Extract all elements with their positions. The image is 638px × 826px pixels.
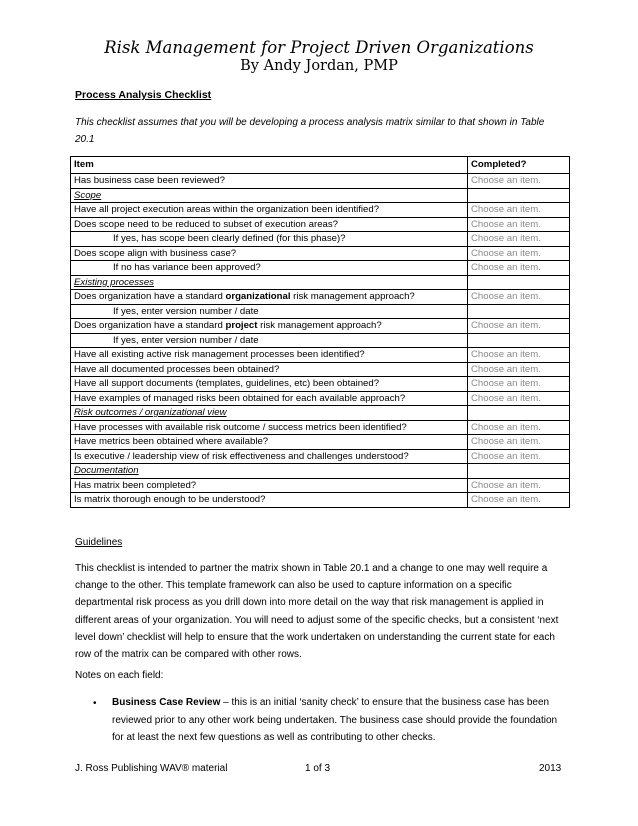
table-row xyxy=(71,174,570,189)
completed-dropdown[interactable]: Choose an item. xyxy=(468,362,570,377)
completed-dropdown[interactable]: Choose an item. xyxy=(468,319,570,334)
item-cell: If no has variance been approved? xyxy=(71,261,468,276)
completed-dropdown[interactable]: Choose an item. xyxy=(468,217,570,232)
item-text: risk management approach? xyxy=(290,291,415,302)
column-header-item: Item xyxy=(71,157,468,174)
item-emphasis: organizational xyxy=(225,291,291,302)
empty-cell xyxy=(468,333,570,348)
completed-dropdown[interactable]: Choose an item. xyxy=(468,478,570,493)
completed-dropdown[interactable]: Choose an item. xyxy=(468,232,570,247)
item-cell: Is matrix thorough enough to be understood? xyxy=(71,493,468,508)
item-cell: Have processes with available risk outcome / success metrics been identified? xyxy=(71,420,468,435)
completed-dropdown[interactable]: Choose an item. xyxy=(468,348,570,363)
table-row xyxy=(71,391,570,406)
completed-dropdown[interactable]: Choose an item. xyxy=(468,493,570,508)
bullet-icon: • xyxy=(93,698,97,709)
completed-dropdown[interactable]: Choose an item. xyxy=(468,391,570,406)
completed-dropdown[interactable]: Choose an item. xyxy=(468,449,570,464)
document-author: By Andy Jordan, PMP xyxy=(240,58,398,74)
item-text: Does organization have a standard xyxy=(74,291,226,302)
section-label-scope: Scope xyxy=(71,188,468,203)
table-row xyxy=(71,420,570,435)
checklist-intro: This checklist assumes that you will be developing a process analysis matrix similar to that shown in Table 20.1 xyxy=(75,117,545,145)
table-row xyxy=(71,217,570,232)
item-cell: Have all project execution areas within the organization been identified? xyxy=(71,203,468,218)
empty-cell xyxy=(468,275,570,290)
table-row xyxy=(71,333,570,348)
table-row xyxy=(71,203,570,218)
completed-dropdown[interactable]: Choose an item. xyxy=(468,174,570,189)
section-label-documentation: Documentation xyxy=(71,464,468,479)
footer-page-number: 1 of 3 xyxy=(305,763,331,774)
checklist-heading: Process Analysis Checklist xyxy=(75,89,212,101)
item-cell: Have metrics been obtained where available? xyxy=(71,435,468,450)
item-emphasis: project xyxy=(225,320,258,331)
completed-dropdown[interactable]: Choose an item. xyxy=(468,203,570,218)
completed-dropdown[interactable]: Choose an item. xyxy=(468,435,570,450)
guidelines-heading: Guidelines xyxy=(75,537,123,548)
item-cell: Have all support documents (templates, guidelines, etc) been obtained? xyxy=(71,377,468,392)
item-cell: Has business case been reviewed? xyxy=(71,174,468,189)
empty-cell xyxy=(468,188,570,203)
bullet-item xyxy=(112,694,564,747)
table-row xyxy=(71,319,570,334)
item-cell: If yes, enter version number / date xyxy=(71,333,468,348)
document-title: Risk Management for Project Driven Organizations xyxy=(104,38,534,57)
item-text: Does organization have a standard xyxy=(74,320,226,331)
checklist-table xyxy=(70,156,570,508)
completed-dropdown[interactable]: Choose an item. xyxy=(468,261,570,276)
section-label-risk-outcomes: Risk outcomes / organizational view xyxy=(71,406,468,421)
section-row xyxy=(71,275,570,290)
item-cell xyxy=(71,290,468,305)
item-text: risk management approach? xyxy=(257,320,382,331)
table-row xyxy=(71,304,570,319)
bullet-title: Business Case Review xyxy=(112,697,221,708)
footer-year: 2013 xyxy=(539,763,562,774)
table-row xyxy=(71,435,570,450)
table-header-row xyxy=(71,157,570,174)
table-row xyxy=(71,377,570,392)
completed-dropdown[interactable]: Choose an item. xyxy=(468,377,570,392)
completed-dropdown[interactable]: Choose an item. xyxy=(468,290,570,305)
item-cell: Is executive / leadership view of risk effectiveness and challenges understood? xyxy=(71,449,468,464)
item-cell xyxy=(71,319,468,334)
item-cell: Have all existing active risk management processes been identified? xyxy=(71,348,468,363)
empty-cell xyxy=(468,406,570,421)
footer-publisher: J. Ross Publishing WAV® material xyxy=(75,763,228,774)
table-row xyxy=(71,261,570,276)
empty-cell xyxy=(468,464,570,479)
section-row xyxy=(71,406,570,421)
notes-label: Notes on each field: xyxy=(75,670,164,681)
column-header-completed: Completed? xyxy=(468,157,570,174)
table-row xyxy=(71,493,570,508)
table-row xyxy=(71,246,570,261)
empty-cell xyxy=(468,304,570,319)
item-cell: Have all documented processes been obtained? xyxy=(71,362,468,377)
bullet-text: – this is an initial ‘sanity check’ to ensure that the business case has been reviewed prior to any other work being undertaken. The business case should provide the foundation for at least the next few questions as well as contributing to other checks. xyxy=(112,697,558,743)
table-row xyxy=(71,348,570,363)
guidelines-paragraph: This checklist is intended to partner the matrix shown in Table 20.1 and a change to one may well require a change to the other. This template framework can also be used to capture information on a specific departmental risk process as you drill down into more detail on the way that risk management is applied in different areas of your organization. You will need to adjust some of the specific checks, but a consistent ‘next level down’ checklist will help to ensure that the work undertaken on understanding the current state for each row of the matrix can be compared with other rows. xyxy=(75,563,559,661)
item-cell: If yes, has scope been clearly defined (for this phase)? xyxy=(71,232,468,247)
table-row xyxy=(71,232,570,247)
table-row xyxy=(71,478,570,493)
item-cell: Does scope need to be reduced to subset of execution areas? xyxy=(71,217,468,232)
section-row xyxy=(71,188,570,203)
section-row xyxy=(71,464,570,479)
table-row xyxy=(71,362,570,377)
item-cell: Has matrix been completed? xyxy=(71,478,468,493)
item-cell: Have examples of managed risks been obtained for each available approach? xyxy=(71,391,468,406)
section-label-existing-processes: Existing processes xyxy=(71,275,468,290)
completed-dropdown[interactable]: Choose an item. xyxy=(468,420,570,435)
completed-dropdown[interactable]: Choose an item. xyxy=(468,246,570,261)
item-cell: If yes, enter version number / date xyxy=(71,304,468,319)
table-row xyxy=(71,290,570,305)
item-cell: Does scope align with business case? xyxy=(71,246,468,261)
table-row xyxy=(71,449,570,464)
